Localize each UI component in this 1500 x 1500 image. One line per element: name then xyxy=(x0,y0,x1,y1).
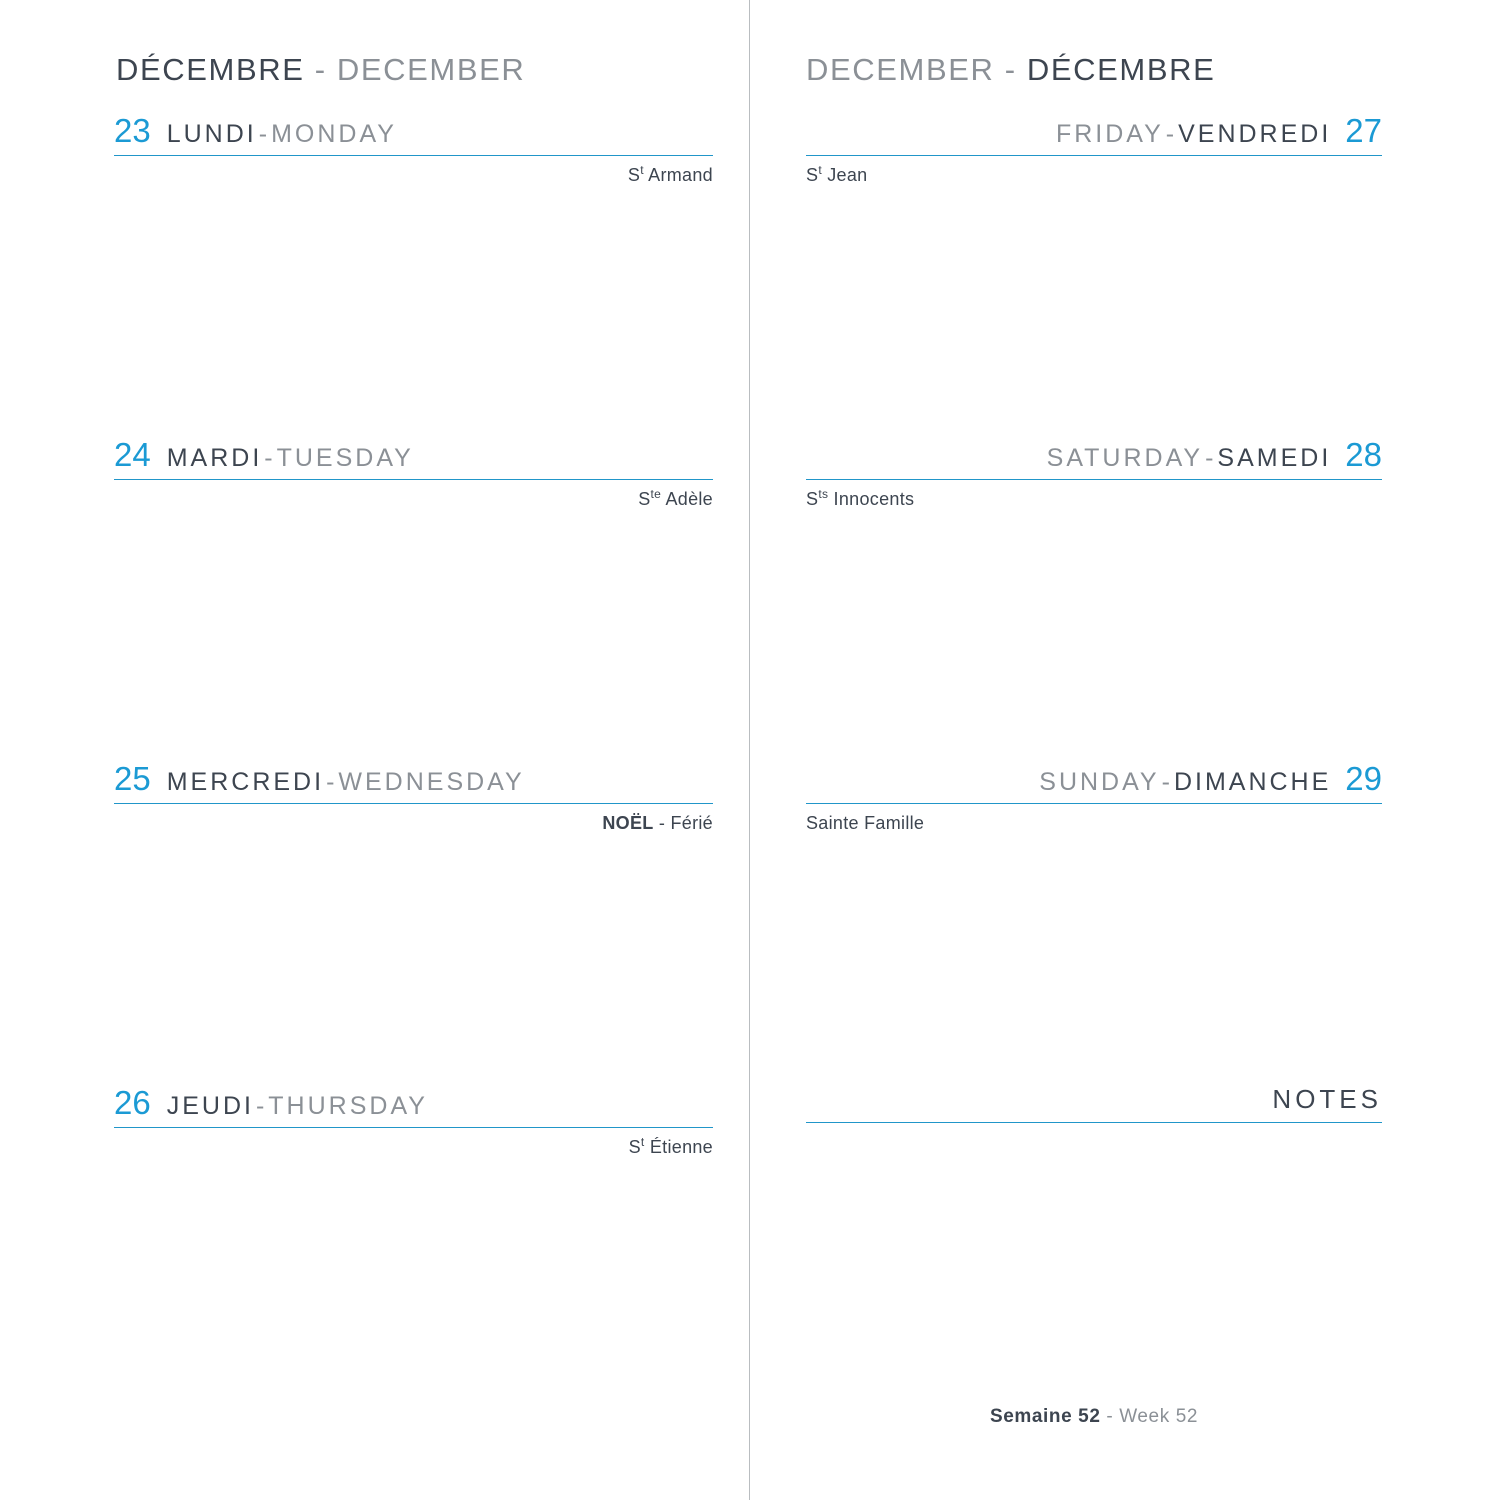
day-title-row xyxy=(114,1084,713,1128)
day-name-fr: MERCREDI xyxy=(166,768,325,796)
saint-text: Jean xyxy=(821,165,868,185)
spread-container xyxy=(78,0,1422,1500)
day-name-fr: LUNDI xyxy=(166,120,257,148)
day-title-row xyxy=(806,436,1382,480)
saint-suffix: ts xyxy=(818,487,829,501)
month-header-separator: - xyxy=(1004,52,1017,87)
day-name-fr: JEUDI xyxy=(166,1092,254,1120)
saint-text: Armand xyxy=(643,165,713,185)
week-footer-separator: - xyxy=(1100,1406,1120,1427)
day-name-en: WEDNESDAY xyxy=(338,768,525,796)
saint-text: Étienne xyxy=(644,1137,713,1157)
day-name-en: SUNDAY xyxy=(1039,768,1160,796)
day-title-row xyxy=(114,760,713,804)
day-name-separator: - xyxy=(258,120,270,148)
day-entry-29[interactable] xyxy=(806,760,1382,834)
left-page-content xyxy=(114,0,713,1500)
saint-name xyxy=(806,480,1382,510)
day-name-en: FRIDAY xyxy=(1055,120,1164,148)
holiday-separator: - xyxy=(653,813,671,833)
month-name-fr: DÉCEMBRE xyxy=(1026,52,1216,87)
day-title-row xyxy=(114,436,713,480)
week-footer xyxy=(806,1406,1382,1428)
saint-suffix: te xyxy=(650,487,662,501)
day-entry-25[interactable] xyxy=(114,760,713,834)
notes-label: NOTES xyxy=(1272,1084,1382,1114)
day-name-en: SATURDAY xyxy=(1046,444,1204,472)
saint-suffix: t xyxy=(640,163,644,177)
day-number: 26 xyxy=(114,1084,151,1121)
day-number: 24 xyxy=(114,436,151,473)
day-name-separator: - xyxy=(255,1092,267,1120)
saint-text: Innocents xyxy=(828,489,915,509)
week-number-en: Week 52 xyxy=(1119,1406,1199,1427)
day-name-fr: SAMEDI xyxy=(1217,444,1332,472)
day-name-fr: VENDREDI xyxy=(1178,120,1332,148)
saint-prefix: S xyxy=(638,489,651,509)
day-number: 28 xyxy=(1345,436,1382,473)
saint-text: Sainte Famille xyxy=(806,813,925,833)
day-name-separator: - xyxy=(1161,768,1172,796)
day-entry-24[interactable] xyxy=(114,436,713,510)
right-page xyxy=(750,0,1422,1500)
saint-prefix: S xyxy=(806,165,819,185)
left-page xyxy=(78,0,750,1500)
holiday-label xyxy=(114,804,713,834)
day-name-fr: DIMANCHE xyxy=(1173,768,1332,796)
day-entry-23[interactable] xyxy=(114,112,713,186)
day-title-row xyxy=(806,112,1382,156)
day-name-en: THURSDAY xyxy=(268,1092,428,1120)
month-header-separator: - xyxy=(314,52,327,87)
saint-suffix: t xyxy=(640,1135,645,1149)
month-name-fr: DÉCEMBRE xyxy=(116,52,305,87)
saint-name xyxy=(114,156,713,186)
notes-title-row xyxy=(806,1084,1382,1123)
day-entry-28[interactable] xyxy=(806,436,1382,510)
day-name-en: MONDAY xyxy=(271,120,397,148)
month-header-right xyxy=(806,52,1215,88)
saint-prefix: S xyxy=(627,165,641,185)
day-name-fr: MARDI xyxy=(166,444,263,472)
saint-suffix: t xyxy=(818,163,822,177)
day-name-separator: - xyxy=(1165,120,1177,148)
day-name-separator: - xyxy=(326,768,337,796)
month-header-left xyxy=(116,52,525,88)
holiday-name-fr: NOËL xyxy=(602,813,654,833)
day-title-row xyxy=(114,112,713,156)
right-page-content xyxy=(806,0,1382,1500)
day-title-row xyxy=(806,760,1382,804)
day-entry-26[interactable] xyxy=(114,1084,713,1158)
month-name-en: DECEMBER xyxy=(336,52,526,87)
notes-section[interactable] xyxy=(806,1084,1382,1123)
saint-name xyxy=(806,156,1382,186)
saint-name xyxy=(114,480,713,510)
day-number: 29 xyxy=(1345,760,1382,797)
saint-prefix: S xyxy=(628,1137,641,1157)
day-number: 27 xyxy=(1345,112,1382,149)
saint-text: Adèle xyxy=(661,489,713,509)
saint-name xyxy=(114,1128,713,1158)
holiday-name-en: Férié xyxy=(670,813,713,833)
saint-name xyxy=(806,804,1382,834)
day-entry-27[interactable] xyxy=(806,112,1382,186)
day-name-en: TUESDAY xyxy=(276,444,414,472)
day-number: 23 xyxy=(114,112,151,149)
day-number: 25 xyxy=(114,760,151,797)
month-name-en: DECEMBER xyxy=(806,52,995,87)
day-name-separator: - xyxy=(1205,444,1216,472)
day-name-separator: - xyxy=(264,444,275,472)
week-number-fr: Semaine 52 xyxy=(989,1406,1101,1427)
saint-prefix: S xyxy=(806,489,819,509)
